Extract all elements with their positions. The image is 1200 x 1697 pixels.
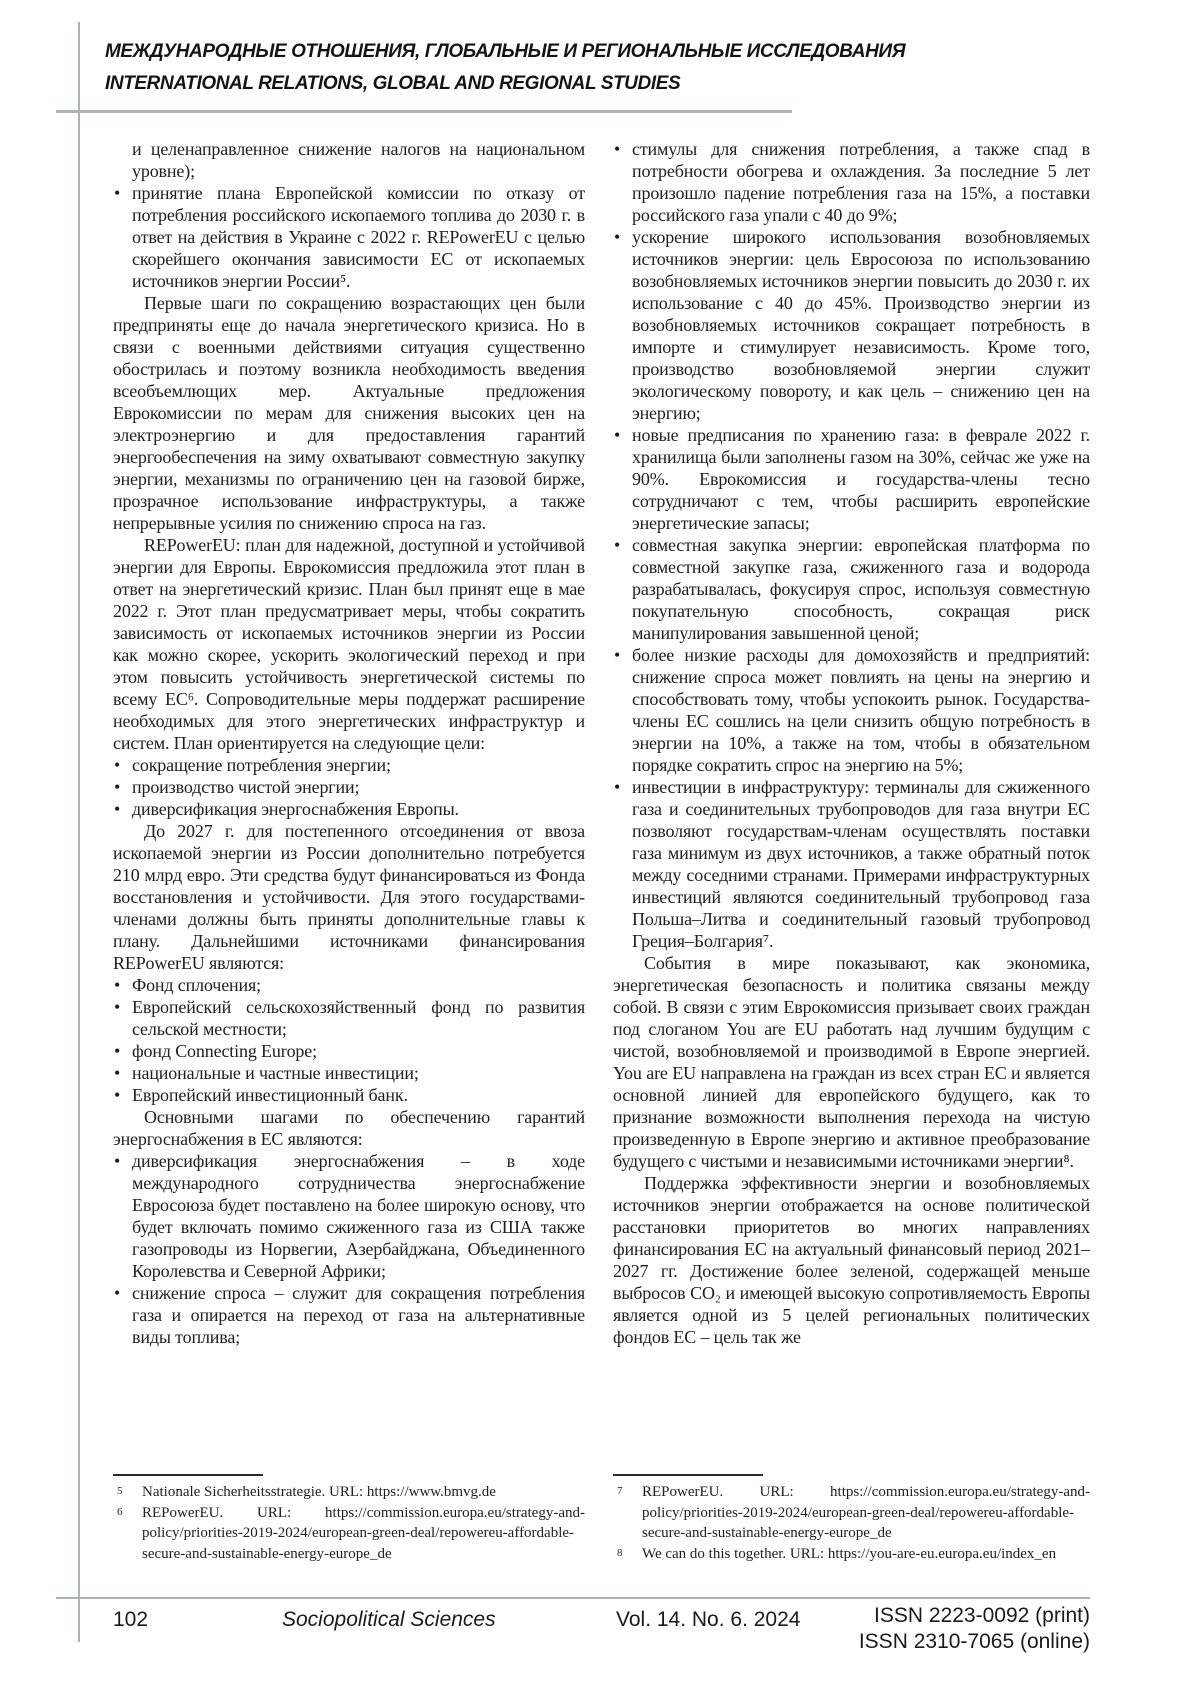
footnote: [613, 1482, 1090, 1544]
bullet-item: • совместная закупка энергии: европейская платформа по совместной закупке газа, сжиженного газа и водорода разрабатывалась, фокусируя спрос, используя совместную покупательную способность, сокращая риск манипулирования завышенной ценой;: [613, 534, 1090, 644]
bullet-item: • Фонд сплочения;: [113, 974, 585, 996]
running-head-en: INTERNATIONAL RELATIONS, GLOBAL AND REGIONAL STUDIES: [105, 73, 681, 94]
footnote-marker: 5: [117, 1485, 123, 1497]
issn-block: [859, 1603, 1090, 1655]
paragraph: Основными шагами по обеспечению гарантий энергоснабжения в ЕС являются:: [113, 1107, 585, 1149]
bullet-item: • Европейский инвестиционный банк.: [113, 1084, 585, 1106]
bullet-item: • производство чистой энергии;: [113, 776, 585, 798]
footnote: [113, 1503, 585, 1565]
bullet-item: • принятие плана Европейской комиссии по отказу от потребления российского ископаемого топлива до 2030 г. в ответ на действия в Украине с 2022 г. REPowerEU с целью скорейшего окончания зависимости ЕС от ископаемых источников энергии России⁵.: [113, 182, 585, 292]
bullet-item: • инвестиции в инфраструктуру: терминалы для сжиженного газа и соединительных трубопроводов для газа внутри ЕС позволяют государствам-членам осуществлять поставки газа минимум из двух источников, а также обратный поток между соседними странами. Примерами инфраструктурных инвестиций являются соединительный трубопровод газа Польша–Литва и соединительный газовый трубопровод Греция–Болгария⁷.: [613, 776, 1090, 952]
footnote-text: REPowerEU. URL: https://commission.europa.eu/strategy-and-policy/priorities-2019-2024/european-green-deal/repowereu-affordable-secure-and-sustainable-energy-europe_de: [642, 1484, 1090, 1541]
footnote-marker: 8: [617, 1546, 623, 1559]
bullet-item: • Европейский сельскохозяйственный фонд по развития сельской местности;: [113, 996, 585, 1040]
footnote-marker: 6: [117, 1505, 123, 1518]
paragraph: До 2027 г. для постепенного отсоединения от ввоза ископаемой энергии из России дополнительно потребуется 210 млрд евро. Эти средства будут финансироваться из Фонда восстановления и устойчивости. Для этого государствами-членами должны быть приняты дополнительные главы к плану. Дальнейшими источниками финансирования REPowerEU являются:: [113, 821, 585, 973]
issn-print: ISSN 2223-0092 (print): [874, 1604, 1090, 1627]
paragraph: Поддержка эффективности энергии и возобновляемых источников энергии отображается на основе политической расстановки приоритетов во многих направлениях финансирования ЕС на актуальный финансовый период 2021–2027 гг. Достижение более зеленой, содержащей меньше выбросов CO₂ и имеющей высокую сопротивляемость Европы является одной из 5 целей региональных политических фондов ЕС – цель так же: [613, 1173, 1090, 1347]
footnote-rule: [113, 1474, 263, 1476]
footnote: [113, 1482, 585, 1503]
bullet-item: • снижение спроса – служит для сокращения потребления газа и опирается на переход от газа на альтернативные виды топлива;: [113, 1282, 585, 1348]
right-column: [613, 138, 1090, 1353]
footnotes-left: [113, 1474, 585, 1564]
bullet-item: • новые предписания по хранению газа: в феврале 2022 г. хранилища были заполнены газом на 30%, сейчас же уже на 90%. Еврокомиссия и государства-члены тесно сотрудничают с тем, чтобы расширить европейские энергетические запасы;: [613, 424, 1090, 534]
paragraph: События в мире показывают, как экономика, энергетическая безопасность и политика связаны между собой. В связи с этим Еврокомиссия призывает своих граждан под слоганом You are EU работать над лучшим будущим с чистой, возобновляемой и производимой в Европе энергией. You are EU направлена на граждан из всех стран ЕС и является основной линией для европейского будущего, как то признание возможности выполнения перехода на чистую произведенную в Европе энергию и активное преобразование будущего с чистыми и независимыми источниками энергии⁸.: [613, 953, 1090, 1171]
footnote-text: We can do this together. URL: https://you-are-eu.europa.eu/index_en: [642, 1545, 1057, 1562]
running-head-ru: МЕЖДУНАРОДНЫЕ ОТНОШЕНИЯ, ГЛОБАЛЬНЫЕ И РЕГИОНАЛЬНЫЕ ИССЛЕДОВАНИЯ: [105, 41, 906, 62]
issn-online: ISSN 2310-7065 (online): [858, 1630, 1090, 1653]
left-column: [113, 138, 585, 1353]
paragraph: REPowerEU: план для надежной, доступной и устойчивой энергии для Европы. Еврокомиссия предложила этот план в ответ на энергетический кризис. План был принят еще в мае 2022 г. Этот план предусматривает меры, чтобы сократить зависимость от ископаемых источников энергии из России как можно скорее, ускорить экологический переход и при этом повысить устойчивость энергетической системы по всему ЕС⁶. Сопроводительные меры поддержат расширение необходимых для этого энергетических инфраструктур и систем. План ориентируется на следующие цели:: [113, 535, 585, 753]
bullet-item: • более низкие расходы для домохозяйств и предприятий: снижение спроса может повлиять на цены на энергию и способствовать тому, чтобы успокоить рынок. Государства-члены ЕС сошлись на цели снизить общую потребность в энергии на 10%, а также на том, чтобы в обязательном порядке сократить спрос на энергию на 5%;: [613, 644, 1090, 776]
paragraph: Первые шаги по сокращению возрастающих цен были предприняты еще до начала энергетического кризиса. Но в связи с военными действиями ситуация существенно обострилась и поэтому возникла необходимость введения всеобъемлющих мер. Актуальные предложения Еврокомиссии по мерам для снижения высоких цен на электроэнергию и для предоставления гарантий энергообеспечения на зиму охватывают совместную закупку энергии, механизмы по ограничению цен на газовой бирже, прозрачное использование инфраструктуры, а также непрерывные усилия по снижению спроса на газ.: [113, 293, 585, 533]
bullet-item: • диверсификация энергоснабжения – в ходе международного сотрудничества энергоснабжение Евросоюза будет поставлено на более широкую основу, что будет включать помимо сжиженного газа из США также газопроводы из Норвегии, Азербайджана, Объединенного Королевства и Северной Африки;: [113, 1150, 585, 1282]
footnotes-right: [613, 1474, 1090, 1564]
footnote-text: REPowerEU. URL: https://commission.europa.eu/strategy-and-policy/priorities-2019-2024/european-green-deal/repowereu-affordable-secure-and-sustainable-energy-europe_de: [142, 1504, 585, 1562]
bullet-item: • стимулы для снижения потребления, а также спад в потребности обогрева и охлаждения. За последние 5 лет произошло падение потребления газа на 15%, а поставки российского газа упали с 40 до 9%;: [613, 138, 1090, 226]
bullet-item: • диверсификация энергоснабжения Европы.: [113, 798, 585, 820]
journal-title: Sociopolitical Sciences: [282, 1608, 496, 1631]
header-rule: [56, 110, 792, 113]
footnote-marker: 7: [617, 1485, 623, 1497]
left-margin-rule: [78, 22, 80, 1642]
footnote-rule: [613, 1474, 763, 1476]
page-number: 102: [113, 1608, 149, 1631]
bullet-item: • национальные и частные инвестиции;: [113, 1062, 585, 1084]
bullet-item: • ускорение широкого использования возобновляемых источников энергии: цель Евросоюза по использованию возобновляемых источников энергии повысить до 2030 г. их использование с 40 до 45%. Производство энергии из возобновляемых источников сокращает потребность в импорте и стимулирует независимость. Кроме того, производство возобновляемой энергии служит экологическому повороту, и как цель – снижению цен на энергию;: [613, 226, 1090, 424]
footer-rule: [56, 1597, 1090, 1599]
bullet-item: • сокращение потребления энергии;: [113, 754, 585, 776]
bullet-item: • фонд Connecting Europe;: [113, 1040, 585, 1062]
footnote-text: Nationale Sicherheitsstrategie. URL: https://www.bmvg.de: [142, 1484, 496, 1500]
paragraph-continuation: и целенаправленное снижение налогов на национальном уровне);: [132, 139, 585, 181]
running-head: [105, 36, 1105, 100]
footnote: [613, 1544, 1090, 1565]
volume-info: Vol. 14. No. 6. 2024: [616, 1608, 801, 1631]
